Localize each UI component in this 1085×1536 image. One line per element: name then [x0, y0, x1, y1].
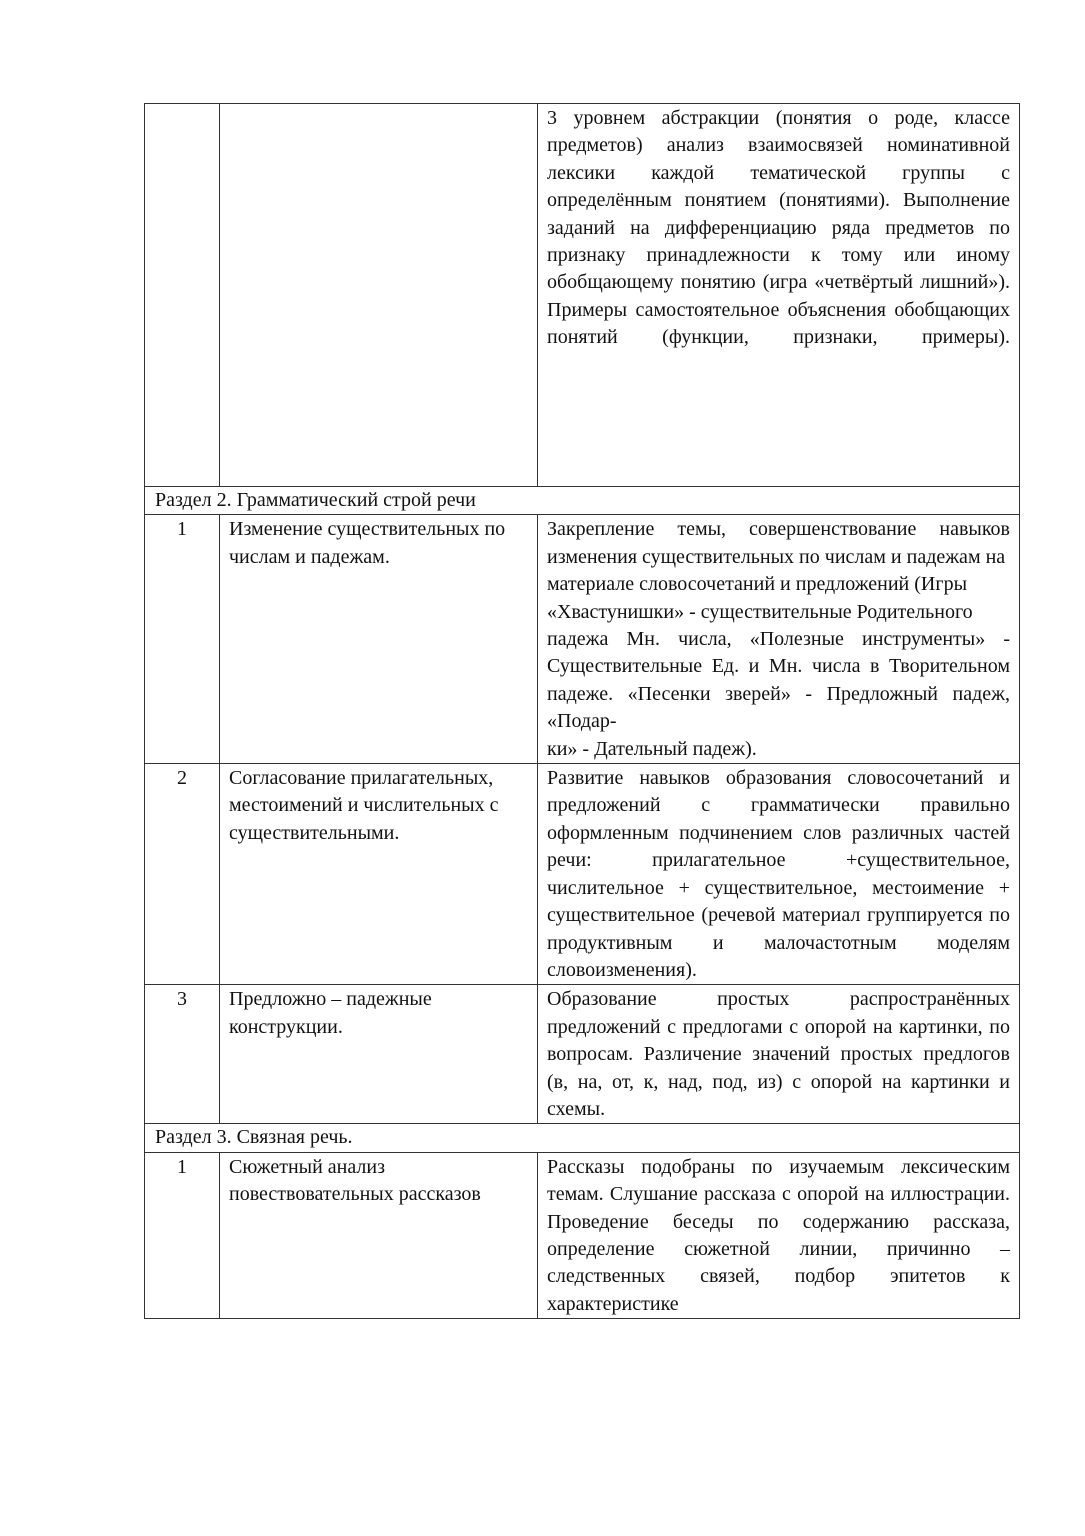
row-number-cell: 2: [145, 764, 220, 985]
table-row: [145, 985, 1020, 1124]
topic-cell: [220, 104, 538, 487]
row-number-cell: 1: [145, 515, 220, 764]
section-title: Раздел 2. Грамматический строй речи: [145, 487, 1020, 515]
table-row: [145, 764, 1020, 985]
content-cell: [538, 1152, 1020, 1318]
content-cell: [538, 764, 1020, 985]
content-paragraph: ки» - Дательный падеж).: [547, 737, 757, 760]
content-cell: [538, 104, 1020, 487]
section-title: Раздел 3. Связная речь.: [145, 1124, 1020, 1152]
content-paragraph: Образование простых распространённых предложений с предлогами с опорой на картинки, по вопросам. Различение значений простых предлогов (в, на, от, к, над, под, из) с опорой на картинки и схемы.: [547, 988, 1010, 1120]
table-row: [145, 104, 1020, 487]
section-heading-row: [145, 487, 1020, 515]
content-paragraph: 3 уровнем абстракции (понятия о роде, классе предметов) анализ взаимосвязей номинативной лексики каждой тематической группы с определённым понятием (понятиями). Выполнение заданий на дифференциацию ряда предметов по признаку принадлежности к тому или иному обобщающему понятию (игра «четвёртый лишний»). Примеры самостоятельное объяснения обобщающих понятий (функции, признаки, примеры).: [547, 107, 1010, 349]
table-row: [145, 515, 1020, 764]
content-paragraph: падежа Мн. числа, «Полезные инструменты» - Существительные Ед. и Мн. числа в Творительном падеже. «Песенки зверей» - Предложный падеж, «Подар-: [547, 628, 1010, 733]
content-paragraph: Закрепление темы, совершенствование навыков изменения существительных по числам и падежам на: [547, 518, 1010, 568]
row-number-cell: [145, 104, 220, 487]
program-table: [144, 103, 1020, 1319]
topic-cell: Изменение существительных по числам и падежам.: [220, 515, 538, 764]
row-number-cell: 3: [145, 985, 220, 1124]
content-paragraph: Развитие навыков образования словосочетаний и предложений с грамматически правильно оформленным подчинением слов различных частей речи: прилагательное +существительное, числительное + существительное, местоимение + существительное (речевой материал группируется по продуктивным и малочастотным моделям словоизменения).: [547, 767, 1010, 981]
content-paragraph: Рассказы подобраны по изучаемым лексическим темам. Слушание рассказа с опорой на иллюстрации. Проведение беседы по содержанию рассказа, определение сюжетной линии, причинно – следственных связей, подбор эпитетов к характеристике: [547, 1155, 1010, 1315]
content-paragraph: материале словосочетаний и предложений (Игры: [547, 573, 967, 596]
content-cell: [538, 515, 1020, 764]
section-heading-row: [145, 1124, 1020, 1152]
topic-cell: Предложно – падежные конструкции.: [220, 985, 538, 1124]
row-number-cell: 1: [145, 1152, 220, 1318]
topic-cell: Сюжетный анализ повествовательных рассказов: [220, 1152, 538, 1318]
topic-cell: Согласование прилагательных, местоимений и числительных с существительными.: [220, 764, 538, 985]
content-paragraph: «Хвастунишки» - существительные Родительного: [547, 600, 973, 623]
content-cell: [538, 985, 1020, 1124]
document-page: [144, 103, 1019, 1319]
table-row: [145, 1152, 1020, 1318]
